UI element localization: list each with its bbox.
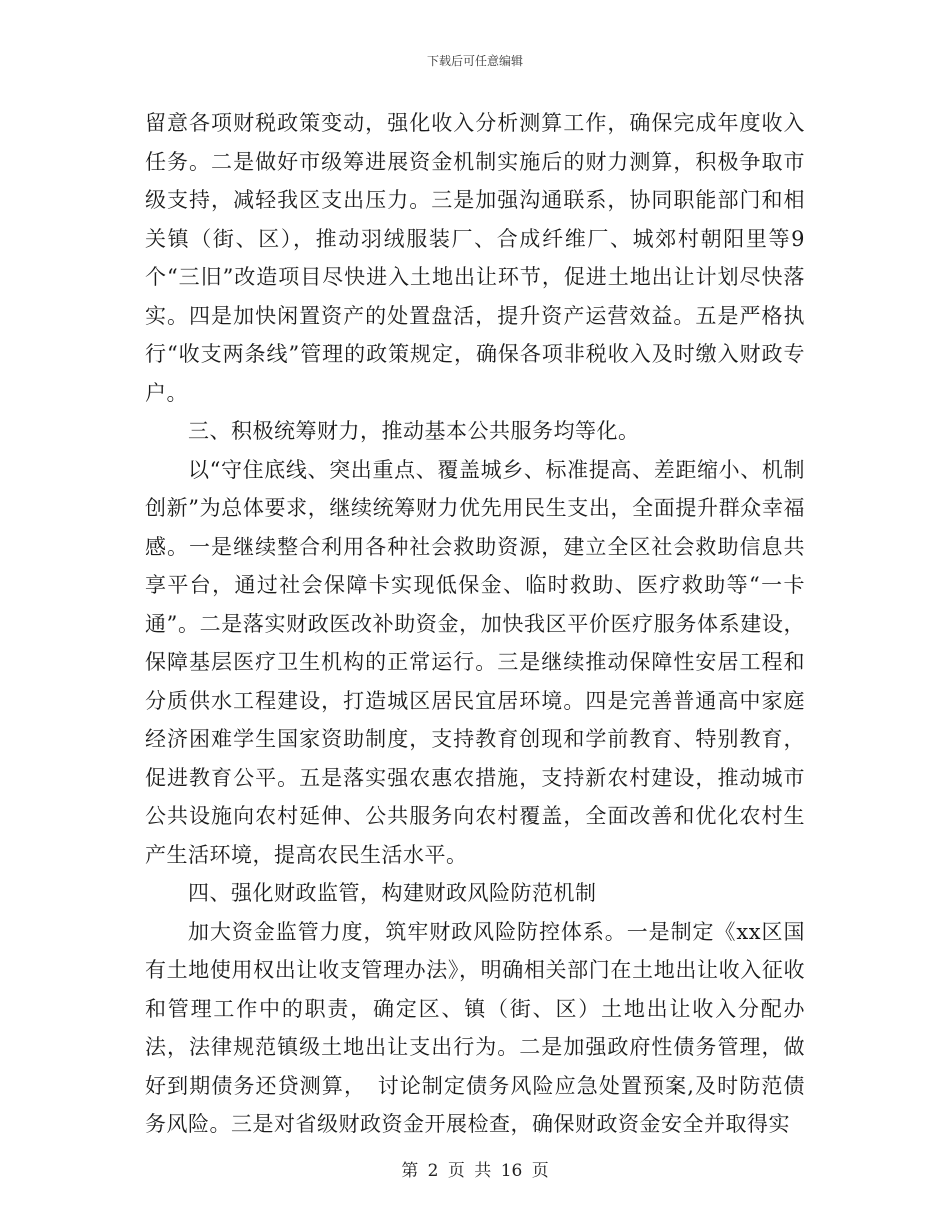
paragraph-section-4: 加大资金监管力度，筑牢财政风险防控体系。一是制定《xx区国有土地使用权出让收支管理办法》，明确相关部门在土地出让收入征收和管理工作中的职责，确定区、镇（街、区）土地出让收入分配办法，法律规范镇级土地出让支出行为。二是加强政府性债务管理，做好到期债务还贷测算， 讨论制定债务风险应急处置预案,及时防范债务风险。三是对省级财政资金开展检查，确保财政资金安全并取得实 [145,919,805,1136]
paragraph-section-3: 以“守住底线、突出重点、覆盖城乡、标准提高、差距缩小、机制创新”为总体要求，继续统筹财力优先用民生支出，全面提升群众幸福感。一是继续整合利用各种社会救助资源，建立全区社会救助信息共享平台，通过社会保障卡实现低保金、临时救助、医疗救助等“一卡通”。二是落实财政医改补助资金，加快我区平价医疗服务体系建设，保障基层医疗卫生机构的正常运行。三是继续推动保障性安居工程和分质供水工程建设，打造城区居民宜居环境。四是完善普通高中家庭经济困难学生国家资助制度，支持教育创现和学前教育、特别教育，促进教育公平。五是落实强农惠农措施，支持新农村建设，推动城市公共设施向农村延伸、公共服务向农村覆盖，全面改善和优化农村生产生活环境，提高农民生活水平。 [145,457,805,867]
page-header: 下载后可任意编辑 [426,54,523,68]
paragraph-continuation: 留意各项财税政策变动，强化收入分析测算工作，确保完成年度收入任务。二是做好市级筹进展资金机制实施后的财力测算，积极争取市级支持，减轻我区支出压力。三是加强沟通联系，协同职能部门和相关镇（街、区），推动羽绒服装厂、合成纤维厂、城郊村朝阳里等9个“三旧”改造项目尽快进入土地出让环节，促进土地出让计划尽快落实。四是加快闲置资产的处置盘活，提升资产运营效益。五是严格执行“收支两条线”管理的政策规定，确保各项非税收入及时缴入财政专户。 [145,111,805,405]
document-body [145,104,805,1144]
section-heading-4: 四、强化财政监管，构建财政风险防范机制 [188,881,597,905]
section-heading-3: 三、积极统筹财力，推动基本公共服务均等化。 [188,419,640,443]
page-footer: 第 2 页 共 16 页 [401,1161,549,1181]
